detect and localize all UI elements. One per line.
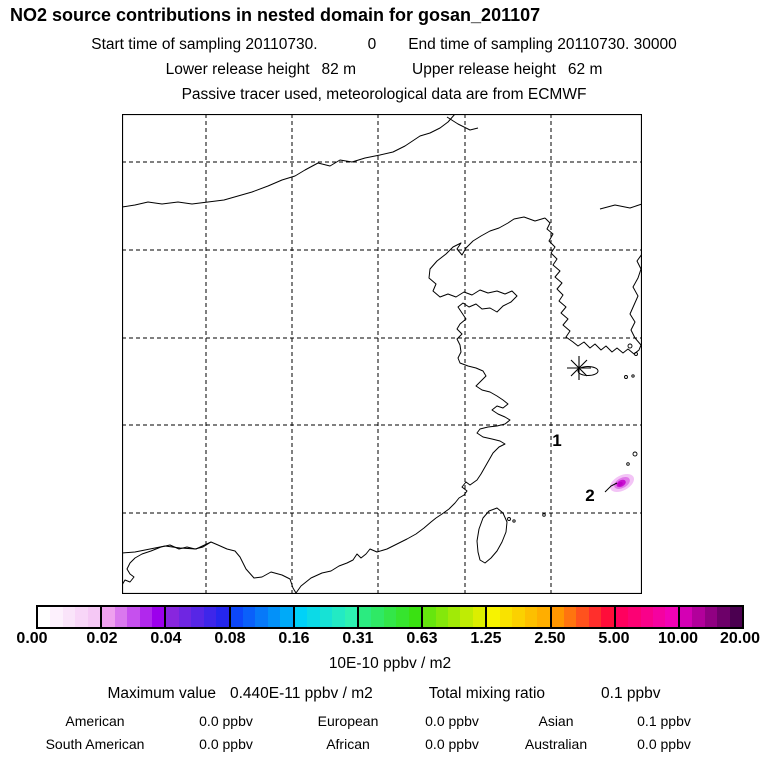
- colorbar-step: [525, 607, 537, 627]
- colorbar-step: [359, 607, 371, 627]
- map-frame: [123, 115, 642, 594]
- colorbar-step: [628, 607, 640, 627]
- colorbar-segment: [678, 607, 742, 627]
- lower-release-label: Lower release height: [165, 61, 310, 78]
- region-value: 0.0 ppbv: [199, 712, 253, 729]
- colorbar-tick-label: 0.08: [214, 630, 246, 647]
- coastlines: [122, 114, 642, 593]
- lower-release-value: 82 m: [321, 61, 356, 78]
- region-value: 0.0 ppbv: [425, 712, 479, 729]
- colorbar-step: [191, 607, 203, 627]
- colorbar: [36, 605, 744, 629]
- colorbar-step: [140, 607, 152, 627]
- colorbar-segment: [357, 607, 421, 627]
- tracer-info-line: Passive tracer used, meteorological data are from ECMWF: [181, 86, 587, 103]
- colorbar-step: [371, 607, 383, 627]
- colorbar-step: [50, 607, 62, 627]
- colorbar-step: [616, 607, 628, 627]
- small-islands: [508, 344, 638, 522]
- end-time-label: End time of sampling 20110730. 30000: [408, 36, 677, 53]
- colorbar-step: [552, 607, 564, 627]
- colorbar-ticks: [0, 630, 768, 650]
- colorbar-tick-label: 0.16: [278, 630, 310, 647]
- colorbar-step: [500, 607, 512, 627]
- station-asterisk-icon: [567, 356, 591, 380]
- colorbar-step: [216, 607, 228, 627]
- colorbar-tick-label: 0.31: [342, 630, 374, 647]
- colorbar-step: [115, 607, 127, 627]
- colorbar-step: [231, 607, 243, 627]
- colorbar-unit-label: 10E-10 ppbv / m2: [328, 655, 452, 672]
- colorbar-step: [255, 607, 267, 627]
- colorbar-tick-label: 0.63: [406, 630, 438, 647]
- upper-release-value: 62 m: [567, 61, 603, 78]
- release-height-line: [0, 61, 768, 79]
- source-marker-1: 1: [552, 431, 562, 450]
- colorbar-step: [268, 607, 280, 627]
- north-border-line: [122, 114, 455, 207]
- tracer-plume: [607, 470, 637, 495]
- colorbar-step: [63, 607, 75, 627]
- colorbar-segment: [38, 607, 100, 627]
- start-time-label: Start time of sampling 20110730.: [91, 36, 318, 53]
- taiwan-island: [477, 508, 507, 563]
- colorbar-step: [641, 607, 653, 627]
- colorbar-segment: [614, 607, 678, 627]
- region-name: Australian: [524, 735, 588, 752]
- region-value: 0.0 ppbv: [637, 735, 691, 752]
- colorbar-step: [152, 607, 164, 627]
- region-value: 0.1 ppbv: [637, 712, 691, 729]
- colorbar-segment: [485, 607, 549, 627]
- grid-lines: [122, 114, 642, 594]
- colorbar-step: [204, 607, 216, 627]
- colorbar-step: [564, 607, 576, 627]
- colorbar-step: [680, 607, 692, 627]
- colorbar-segment: [421, 607, 485, 627]
- colorbar-step: [384, 607, 396, 627]
- colorbar-step: [601, 607, 613, 627]
- colorbar-step: [589, 607, 601, 627]
- colorbar-tick-label: 2.50: [534, 630, 566, 647]
- region-name: South American: [45, 735, 145, 752]
- colorbar-step: [512, 607, 524, 627]
- colorbar-step: [75, 607, 87, 627]
- colorbar-step: [730, 607, 742, 627]
- region-name: European: [317, 712, 379, 729]
- colorbar-step: [127, 607, 139, 627]
- colorbar-segment: [550, 607, 614, 627]
- colorbar-tick-label: 0.04: [150, 630, 182, 647]
- region-name: African: [326, 735, 370, 752]
- colorbar-step: [717, 607, 729, 627]
- colorbar-tick-label: 20.00: [719, 630, 761, 647]
- colorbar-step: [487, 607, 499, 627]
- colorbar-step: [692, 607, 704, 627]
- colorbar-step: [345, 607, 357, 627]
- colorbar-segment: [229, 607, 293, 627]
- colorbar-step: [179, 607, 191, 627]
- colorbar-step: [705, 607, 717, 627]
- colorbar-step: [473, 607, 485, 627]
- source-marker-2: 2: [585, 486, 595, 505]
- max-value-label: Maximum value: [107, 685, 216, 702]
- max-value: 0.440E-11 ppbv / m2: [230, 685, 373, 702]
- region-contribution-table: [30, 709, 716, 755]
- colorbar-step: [102, 607, 114, 627]
- colorbar-step: [423, 607, 435, 627]
- colorbar-segment: [164, 607, 228, 627]
- colorbar-step: [576, 607, 588, 627]
- colorbar-tick-label: 0.00: [16, 630, 48, 647]
- colorbar-step: [409, 607, 421, 627]
- colorbar-step: [280, 607, 292, 627]
- colorbar-step: [307, 607, 319, 627]
- region-name: Asian: [538, 712, 574, 729]
- upper-release-label: Upper release height: [412, 61, 556, 78]
- mixing-ratio-label: Total mixing ratio: [428, 685, 546, 702]
- colorbar-step: [665, 607, 677, 627]
- colorbar-step: [460, 607, 472, 627]
- colorbar-step: [537, 607, 549, 627]
- map-svg: [122, 114, 642, 594]
- colorbar-segment: [100, 607, 164, 627]
- colorbar-step: [166, 607, 178, 627]
- south-border-river: [122, 542, 211, 553]
- colorbar-step: [38, 607, 50, 627]
- sampling-time-line: [0, 36, 768, 54]
- colorbar-step: [448, 607, 460, 627]
- colorbar-tick-label: 1.25: [470, 630, 502, 647]
- colorbar-tick-label: 5.00: [598, 630, 630, 647]
- page-title: NO2 source contributions in nested domain for gosan_201107: [10, 5, 541, 25]
- korea-coastline: [545, 218, 642, 354]
- colorbar-step: [88, 607, 100, 627]
- china-coastline: [122, 217, 545, 593]
- colorbar-step: [396, 607, 408, 627]
- region-value: 0.0 ppbv: [199, 735, 253, 752]
- mixing-ratio-value: 0.1 ppbv: [601, 685, 661, 702]
- colorbar-step: [436, 607, 448, 627]
- start-time-value: 0: [367, 36, 377, 53]
- colorbar-step: [320, 607, 332, 627]
- colorbar-step: [653, 607, 665, 627]
- colorbar-step: [332, 607, 344, 627]
- summary-line: [0, 685, 768, 703]
- region-name: American: [65, 712, 125, 729]
- colorbar-step: [243, 607, 255, 627]
- colorbar-tick-label: 10.00: [657, 630, 699, 647]
- colorbar-tick-label: 0.02: [86, 630, 118, 647]
- northeast-river-line: [600, 204, 642, 209]
- map-panel: [122, 114, 642, 594]
- colorbar-step: [295, 607, 307, 627]
- colorbar-segment: [293, 607, 357, 627]
- region-value: 0.0 ppbv: [425, 735, 479, 752]
- north-border-branch: [447, 117, 478, 130]
